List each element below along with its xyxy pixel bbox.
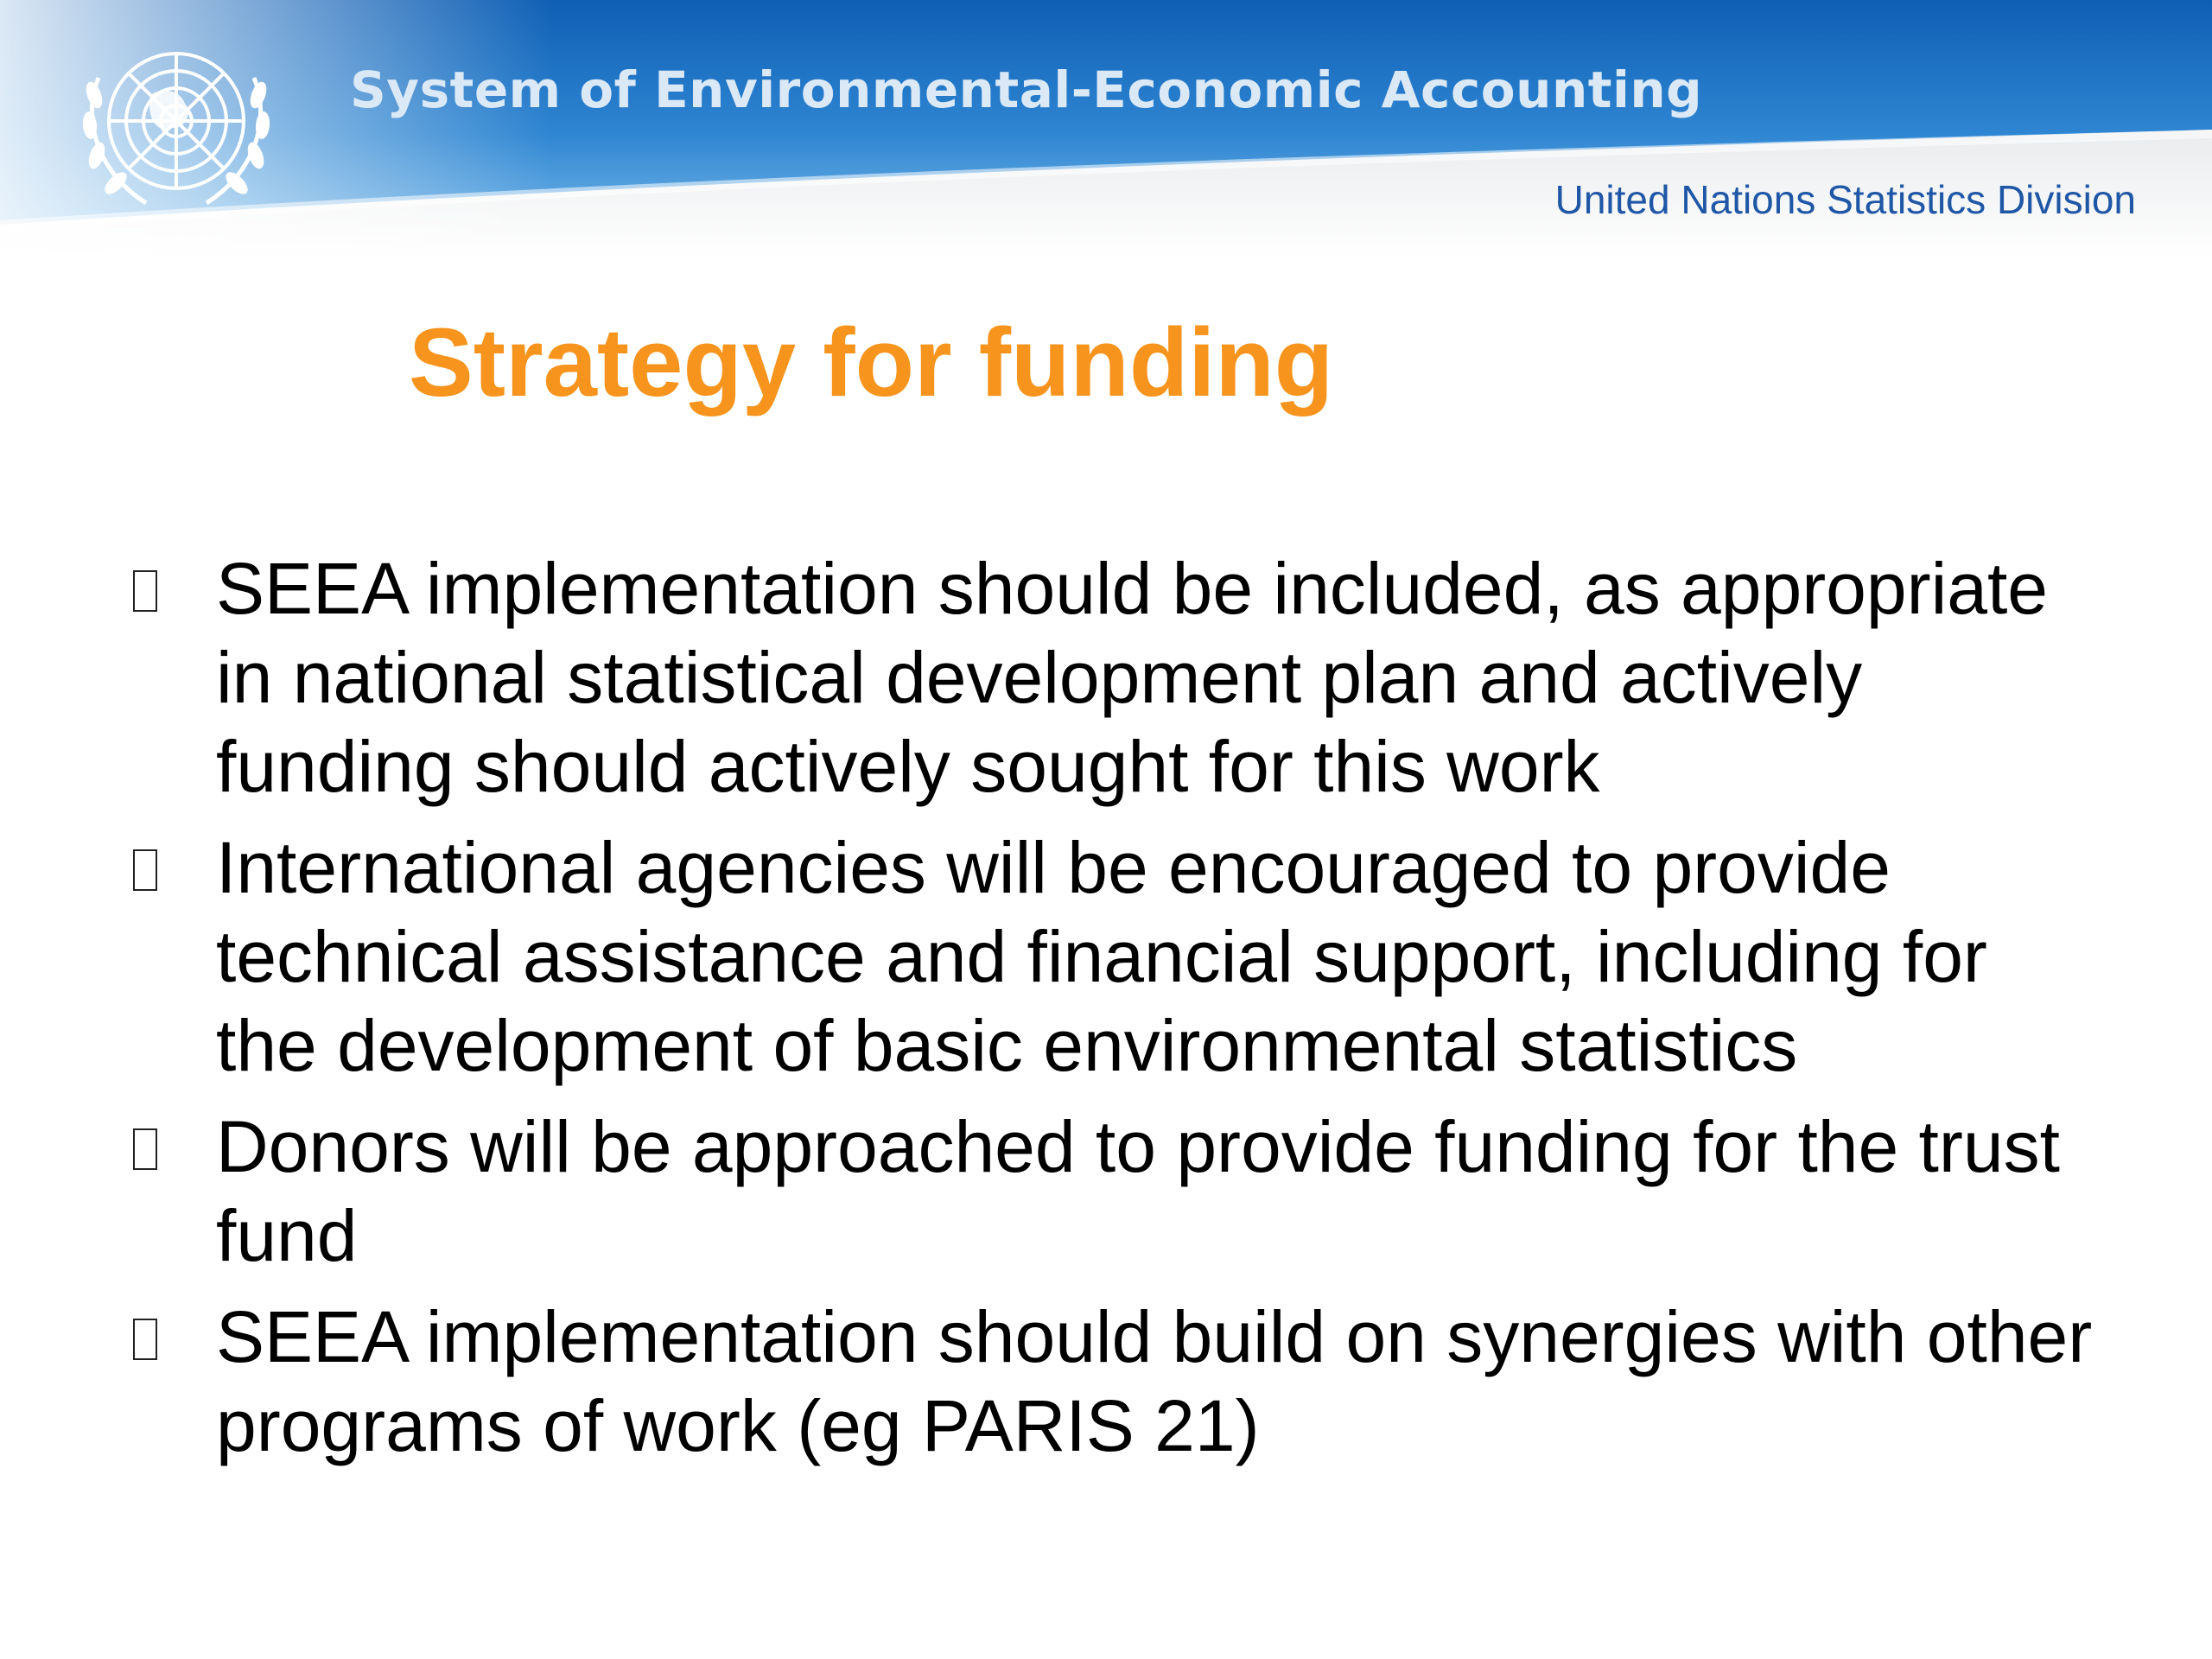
header-banner bbox=[0, 0, 2212, 259]
bullet-text: SEEA implementation should build on synergies with other programs of work (eg PARIS 21) bbox=[216, 1296, 2093, 1466]
bullet-box-icon bbox=[133, 849, 157, 891]
bullet-box-icon bbox=[133, 1128, 157, 1170]
bullet-text: SEEA implementation should be included, as appropriate in national statistical development plan and actively funding should actively sought for this work bbox=[216, 548, 2049, 807]
bullet-item bbox=[130, 544, 2100, 811]
bullet-box-icon bbox=[133, 1319, 157, 1360]
un-emblem-icon bbox=[64, 26, 289, 225]
slide-title: Strategy for funding bbox=[409, 308, 1334, 416]
bullet-text: International agencies will be encouraged to provide technical assistance and financial support, including for the development of basic environmental statistics bbox=[216, 827, 1987, 1086]
bullet-text: Donors will be approached to provide funding for the trust fund bbox=[216, 1106, 2060, 1276]
organization-name: United Nations Statistics Division bbox=[1554, 177, 2136, 222]
bullet-box-icon bbox=[133, 570, 157, 612]
bullet-list bbox=[130, 544, 2100, 1483]
bullet-item bbox=[130, 823, 2100, 1090]
bullet-item bbox=[130, 1103, 2100, 1281]
bullet-item bbox=[130, 1293, 2100, 1471]
series-title: System of Environmental-Economic Accounting bbox=[350, 60, 1703, 119]
